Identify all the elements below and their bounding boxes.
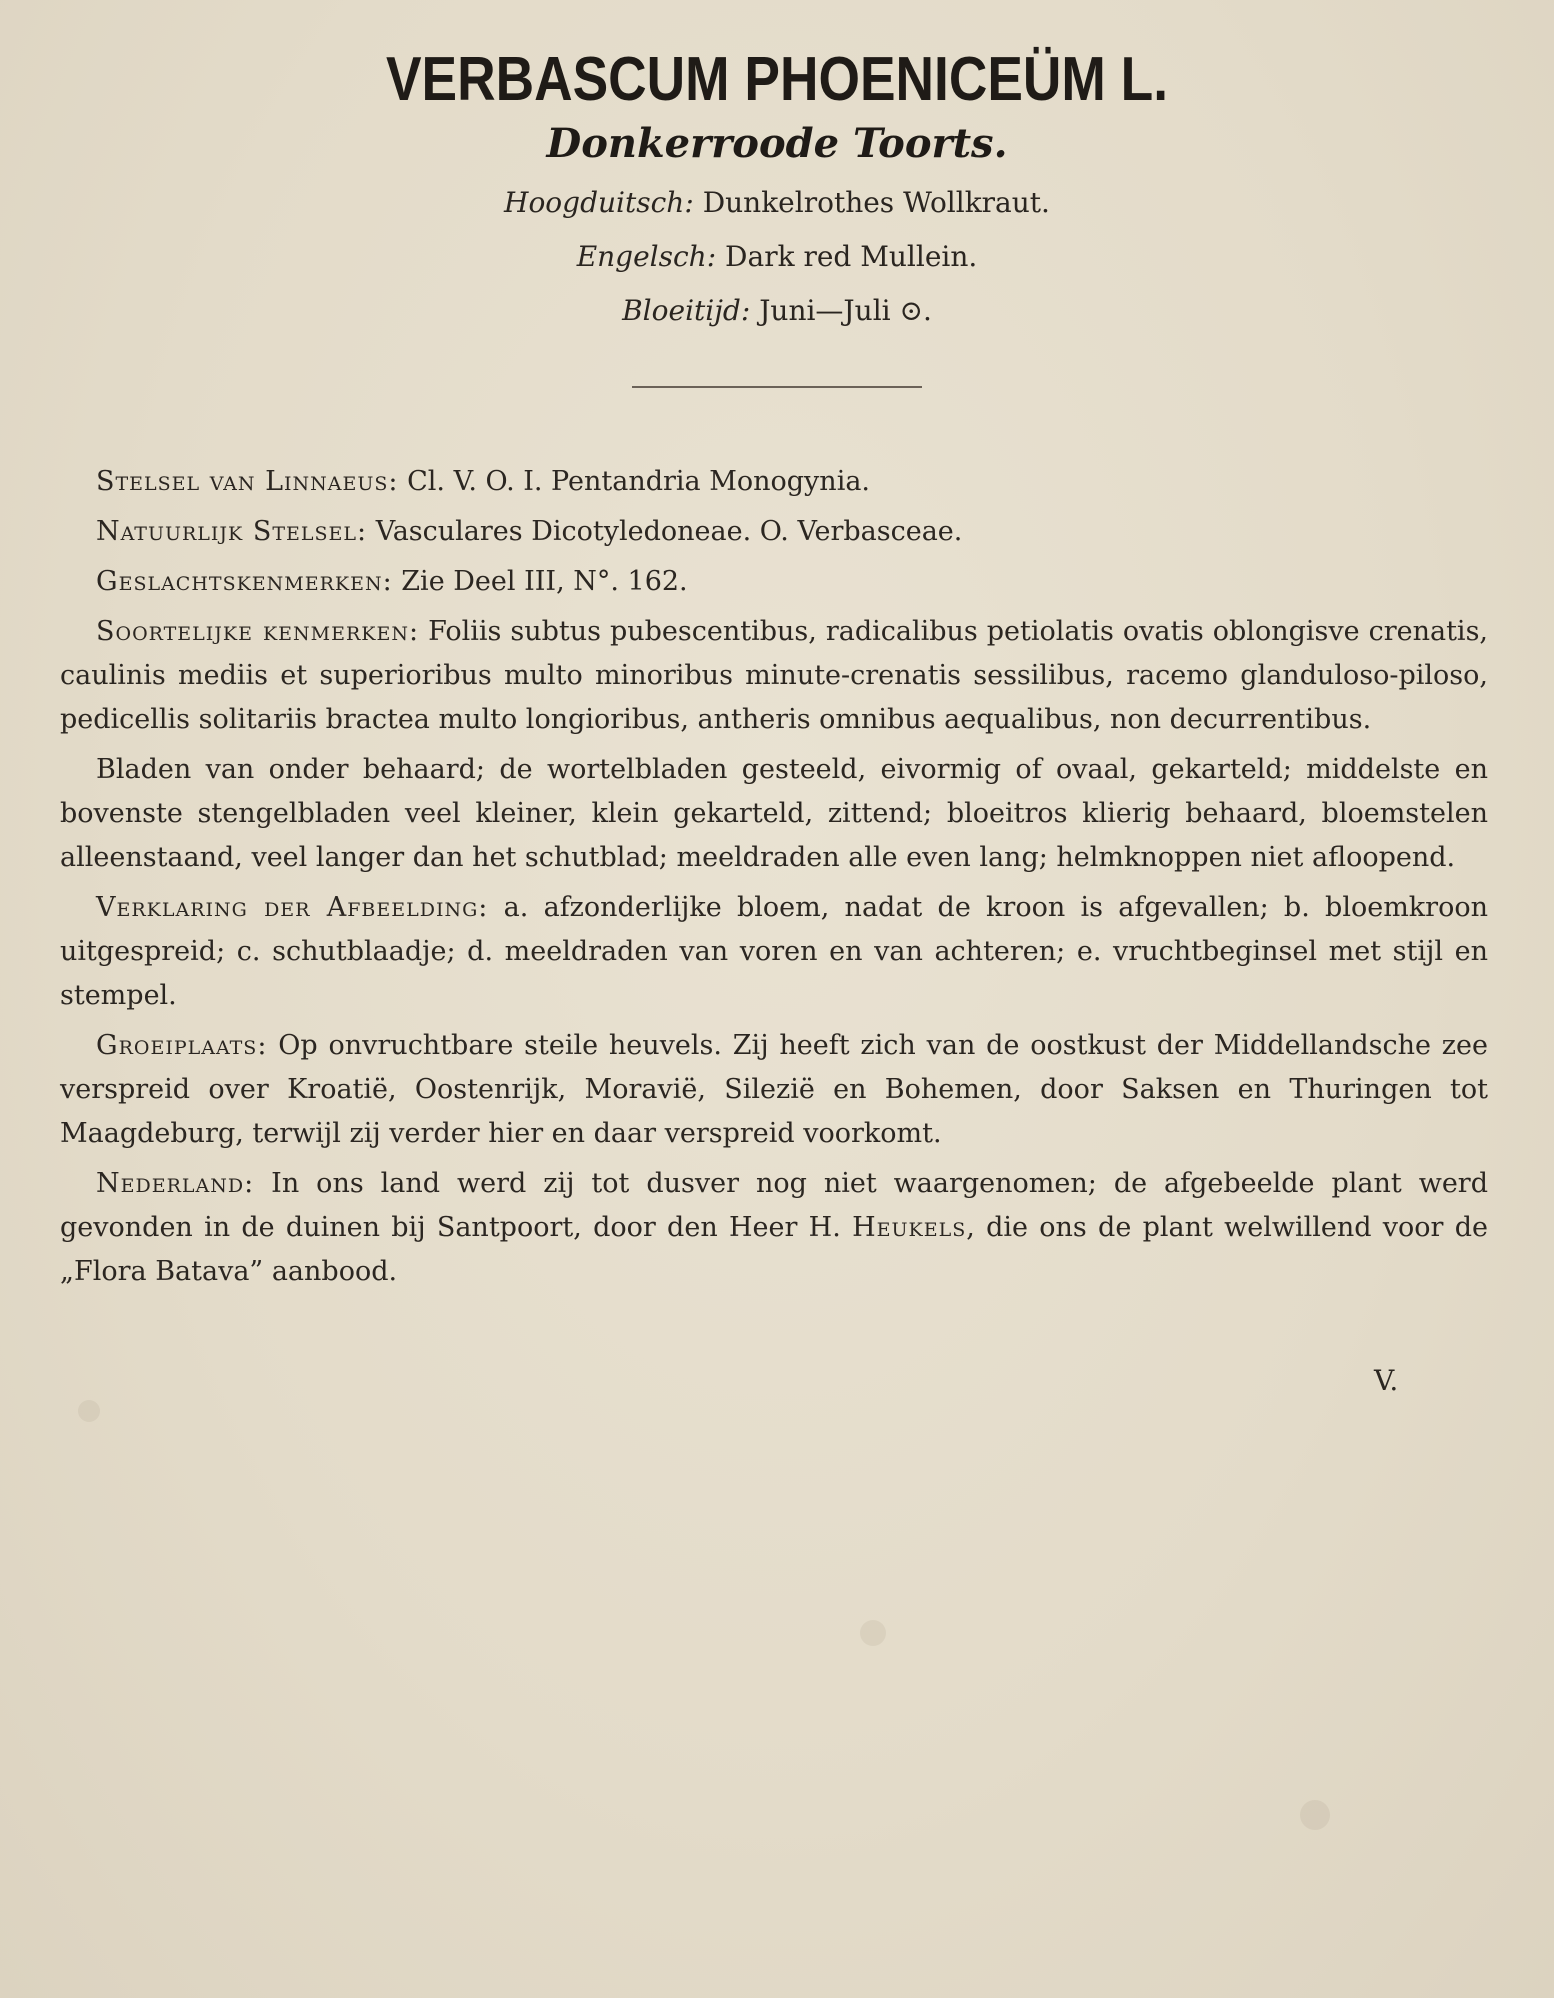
paper-stain: [1300, 1800, 1330, 1830]
section-label: Nederland:: [96, 1168, 255, 1199]
section-text: Zie Deel III, N°. 162.: [401, 566, 688, 597]
section-label: Soortelijke kenmerken:: [96, 616, 420, 647]
section-label: Groeiplaats:: [96, 1030, 268, 1061]
german-value: Dunkelrothes Wollkraut.: [702, 186, 1050, 219]
section-label: Stelsel van Linnaeus:: [96, 466, 399, 497]
paragraph-dutch-description: [60, 748, 1488, 880]
section-text: Foliis subtus pubescentibus, radicalibus petiolatis ovatis oblongisve crenatis, caulinis mediis et superioribus multo minoribus minute-crenatis sessilibus, racemo glanduloso-piloso, pedicellis solitariis bractea multo longioribus, antheris omnibus aequalibus, non decurrentibus.: [60, 616, 1489, 735]
section-text: In ons land werd zij tot dusver nog niet waargenomen; de afgebeelde plant werd gevonden in de duinen bij Santpoort, door den Heer H.: [60, 1168, 1488, 1243]
german-name-line: [0, 186, 1554, 219]
english-value: Dark red Mullein.: [725, 240, 978, 273]
person-name: Heukels: [852, 1212, 967, 1243]
paragraph-linnaeus: [60, 460, 1488, 504]
paragraph-genus-characters: [60, 560, 1488, 604]
english-label: Engelsch:: [576, 240, 717, 273]
paragraph-species-characters: [60, 610, 1488, 742]
page-title: VERBASCUM PHOENICEÜM L.: [385, 45, 1169, 114]
description-body: [60, 460, 1488, 1300]
paragraph-natural-system: [60, 510, 1488, 554]
divider-rule: [632, 386, 922, 388]
section-text: Op onvruchtbare steile heuvels. Zij heeft zich van de oostkust der Middellandsche zee verspreid over Kroatië, Oostenrijk, Moravië, Silezië en Bohemen, door Saksen en Thuringen tot Maagdeburg, terwijl zij verder hier en daar verspreid voorkomt.: [60, 1030, 1488, 1149]
section-label: Natuurlijk Stelsel:: [96, 516, 368, 547]
paper-stain: [860, 1620, 886, 1646]
flowering-value: Juni—Juli ⊙.: [759, 294, 932, 327]
flowering-time-line: [0, 294, 1554, 327]
section-label: Geslachtskenmerken:: [96, 566, 393, 597]
paper-stain: [78, 1400, 100, 1422]
section-text: Bladen van onder behaard; de wortelbladen gesteeld, eivormig of ovaal, gekarteld; middelste en bovenste stengelbladen veel kleiner, klein gekarteld, zittend; bloeitros klierig behaard, bloemstelen alleenstaand, veel langer dan het schutblad; meeldraden alle even lang; helmknoppen niet afloopend.: [60, 754, 1488, 873]
flowering-label: Bloeitijd:: [622, 294, 751, 327]
section-text-continued: , die ons de plant welwillend voor de „Flora Batava” aanbood.: [60, 1212, 1488, 1287]
common-name: Donkerroode Toorts.: [546, 120, 1008, 167]
author-signature: V.: [1374, 1364, 1399, 1397]
section-text: Vasculares Dicotyledoneae. O. Verbasceae.: [375, 516, 963, 547]
english-name-line: [0, 240, 1554, 273]
paragraph-habitat: [60, 1024, 1488, 1156]
german-label: Hoogduitsch:: [504, 186, 694, 219]
section-text: Cl. V. O. I. Pentandria Monogynia.: [407, 466, 871, 497]
paragraph-netherlands: [60, 1162, 1488, 1294]
section-label: Verklaring der Afbeelding:: [96, 892, 489, 923]
paragraph-figure-explanation: [60, 886, 1488, 1018]
section-text: a. afzonderlijke bloem, nadat de kroon is afgevallen; b. bloemkroon uitgespreid; c. schutblaadje; d. meeldraden van voren en van achteren; e. vruchtbeginsel met stijl en stempel.: [60, 892, 1488, 1011]
